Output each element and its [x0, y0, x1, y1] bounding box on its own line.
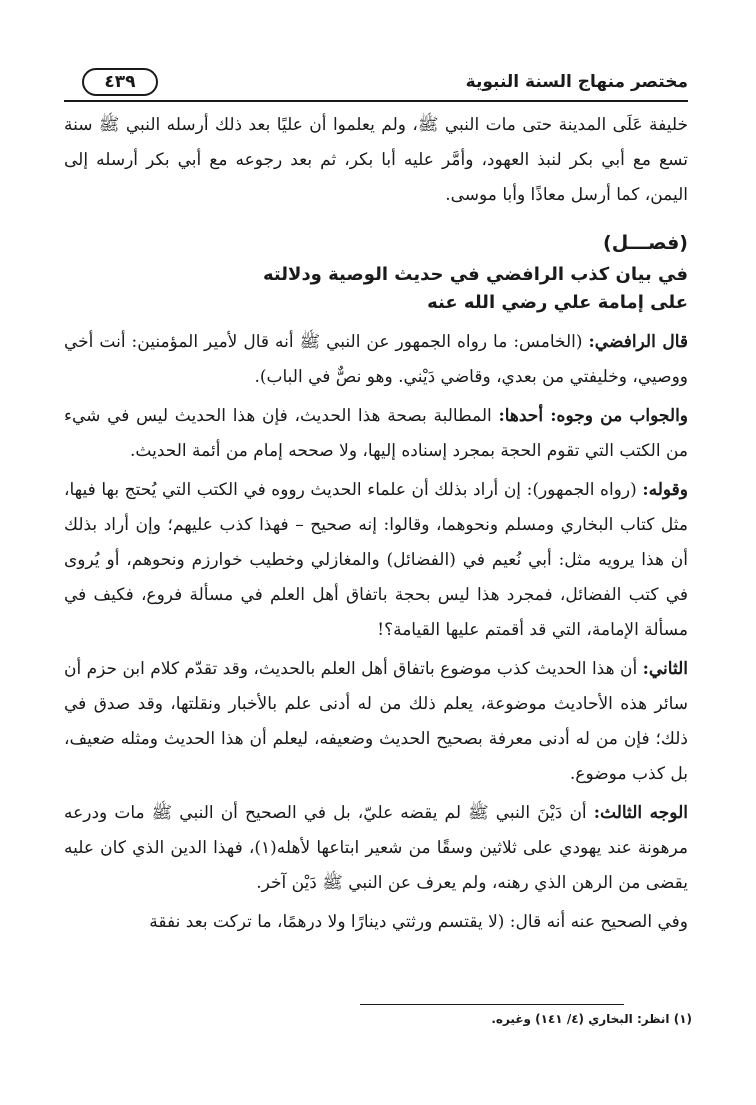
paragraph [64, 905, 688, 940]
page-header [64, 62, 688, 102]
paragraph-text: خليفة عَلَى المدينة حتى مات النبي ﷺ، ولم يعلموا أن عليًا بعد ذلك أرسله النبي ﷺ سنة تسع مع أبي بكر لنبذ العهود، وأمَّر عليه أبا بكر، ثم بعد رجوعه مع أبي بكر أرسله إلى اليمن، كما أرسل معاذًا وأبا موسى. [64, 115, 688, 205]
section-title-line-2: على إمامة علي رضي الله عنه [427, 292, 688, 313]
paragraph [64, 473, 688, 648]
paragraph [64, 325, 688, 395]
paragraph-lead: والجواب من وجوه: أحدها: [498, 406, 689, 426]
paragraph [64, 399, 688, 469]
paragraph [64, 796, 688, 901]
paragraph-text: (الخامس: ما رواه الجمهور عن النبي ﷺ أنه قال لأمير المؤمنين: أنت أخي ووصيي، وخليفتي من بعدي، وقاضي دَيْني. وهو نصٌّ في الباب). [64, 332, 688, 387]
section-heading [64, 229, 688, 317]
paragraph-text: وفي الصحيح عنه أنه قال: (لا يقتسم ورثتي دينارًا ولا درهمًا، ما تركت بعد نفقة [149, 912, 688, 932]
paragraph-text: المطالبة بصحة هذا الحديث، فإن هذا الحديث ليس في شيء من الكتب التي تقوم الحجة بمجرد إسناده إليها، ولا صححه إمام من أئمة الحديث. [64, 406, 688, 461]
paragraph-lead: الوجه الثالث: [593, 803, 688, 823]
section-fasl: (فصـــل) [603, 232, 688, 254]
paragraph-lead: قال الرافضي: [588, 332, 688, 352]
paragraph-lead: وقوله: [642, 480, 688, 500]
paragraph [64, 652, 688, 792]
paragraph-text: (رواه الجمهور): إن أراد بذلك أن علماء الحديث رووه في الكتب التي يُحتج بها فيها، مثل كتاب البخاري ومسلم ونحوهما، وقالوا: إنه صحيح – فهذا كذب عليهم؛ وإن أراد بذلك أن هذا يرويه مثل: أبي نُعيم في (الفضائل) والمغازلي وخطيب خوارزم ونحوهم، أو يُروى في كتب الفضائل، فمجرد هذا ليس بحجة باتفاق أهل العلم في مسألة فروع، فكيف في مسألة الإمامة، التي قد أقمتم عليها القيامة؟! [64, 480, 688, 640]
page [64, 62, 688, 944]
header-rule [64, 100, 688, 102]
section-title-line-1: في بيان كذب الرافضي في حديث الوصية ودلالته [263, 264, 688, 285]
running-title: مختصر منهاج السنة النبوية [465, 72, 688, 92]
paragraph-lead: الثاني: [642, 659, 688, 679]
page-body [64, 108, 688, 940]
paragraph-text: أن هذا الحديث كذب موضوع باتفاق أهل العلم بالحديث، وقد تقدّم كلام ابن حزم أن سائر هذه الأحاديث موضوعة، يعلم ذلك من له أدنى علم بالأخبار ونقلتها، وقد صدق في ذلك؛ فإن من له أدنى معرفة بصحيح الحديث وضعيفه، ليعلم أن هذا الحديث ومثله ضعيف، بل كذب موضوع. [64, 659, 688, 784]
page-number: ٤٣٩ [82, 68, 158, 96]
footnote: (١) انظر: البخاري (٤/ ١٤١) وغيره. [491, 1012, 692, 1026]
footnote-rule [360, 1004, 624, 1005]
paragraph-text: أن دَيْنَ النبي ﷺ لم يقضه عليّ، بل في الصحيح أن النبي ﷺ مات ودرعه مرهونة عند يهودي على ثلاثين وسقًا من شعير ابتاعها لأهله(١)، فهذا الدين الذي كان عليه يقضى من الرهن الذي رهنه، ولم يعرف عن النبي ﷺ دَيْن آخر. [64, 803, 688, 893]
paragraph [64, 108, 688, 213]
